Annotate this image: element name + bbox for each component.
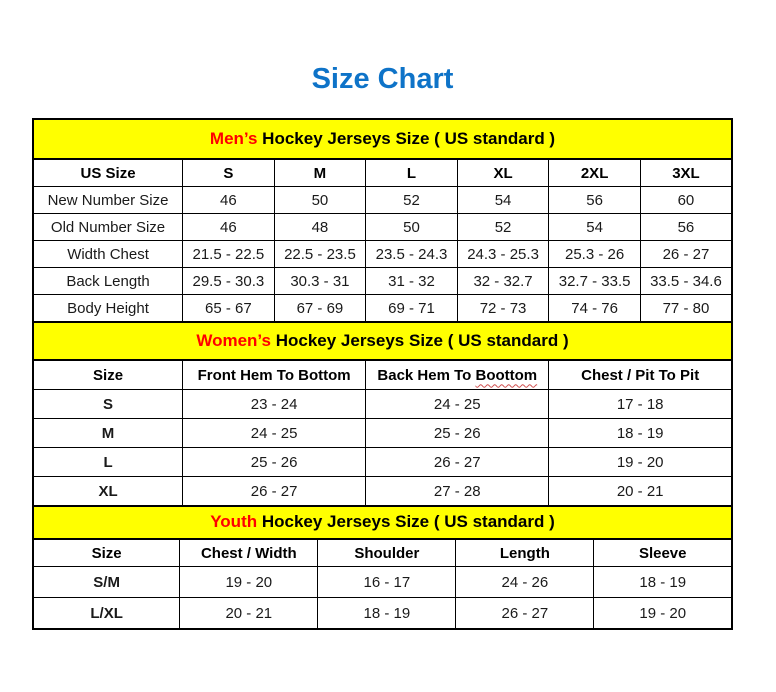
table-row [33, 390, 732, 419]
row-label: S/M [33, 567, 180, 598]
size-value-cell: 25 - 26 [183, 448, 366, 477]
womens-section-header [33, 322, 732, 360]
size-chart-page [0, 62, 776, 630]
row-label: New Number Size [33, 187, 183, 214]
size-value-cell: 77 - 80 [640, 295, 732, 322]
size-value-cell: 67 - 69 [274, 295, 366, 322]
size-value-cell: 25 - 26 [366, 419, 549, 448]
size-value-cell: 52 [457, 214, 549, 241]
size-value-cell: 46 [183, 187, 275, 214]
section-title-rest: Hockey Jerseys Size ( US standard ) [257, 512, 555, 532]
size-value-cell: 24 - 25 [366, 390, 549, 419]
womens-size-table [32, 321, 733, 507]
column-header: Size [33, 539, 180, 567]
row-label: Old Number Size [33, 214, 183, 241]
column-header: 2XL [549, 159, 641, 187]
table-row [33, 268, 732, 295]
column-header: Front Hem To Bottom [183, 360, 366, 390]
table-row [33, 187, 732, 214]
section-title-rest: Hockey Jerseys Size ( US standard ) [270, 330, 569, 350]
size-value-cell: 26 - 27 [456, 598, 594, 629]
column-header: Size [33, 360, 183, 390]
column-header: Shoulder [318, 539, 456, 567]
size-value-cell: 33.5 - 34.6 [640, 268, 732, 295]
column-header: Length [456, 539, 594, 567]
column-header: XL [457, 159, 549, 187]
column-header: Chest / Width [180, 539, 318, 567]
column-header: Chest / Pit To Pit [549, 360, 732, 390]
row-label: XL [33, 477, 183, 506]
column-header-row [33, 159, 732, 187]
size-value-cell: 30.3 - 31 [274, 268, 366, 295]
youth-section-header [33, 506, 732, 539]
mens-section-header [33, 119, 732, 159]
size-value-cell: 29.5 - 30.3 [183, 268, 275, 295]
section-header-cell [33, 322, 732, 360]
size-value-cell: 23 - 24 [183, 390, 366, 419]
size-value-cell: 22.5 - 23.5 [274, 241, 366, 268]
size-value-cell: 52 [366, 187, 458, 214]
row-label: Width Chest [33, 241, 183, 268]
size-value-cell: 48 [274, 214, 366, 241]
column-header-row [33, 539, 732, 567]
size-value-cell: 26 - 27 [183, 477, 366, 506]
size-value-cell: 25.3 - 26 [549, 241, 641, 268]
column-header-row [33, 360, 732, 390]
row-label: S [33, 390, 183, 419]
size-value-cell: 46 [183, 214, 275, 241]
size-value-cell: 32.7 - 33.5 [549, 268, 641, 295]
size-value-cell: 16 - 17 [318, 567, 456, 598]
table-row [33, 477, 732, 506]
size-value-cell: 56 [640, 214, 732, 241]
size-value-cell: 18 - 19 [318, 598, 456, 629]
size-value-cell: 24 - 25 [183, 419, 366, 448]
size-value-cell: 31 - 32 [366, 268, 458, 295]
column-header: Back Hem To Boottom [366, 360, 549, 390]
size-value-cell: 24 - 26 [456, 567, 594, 598]
column-header: M [274, 159, 366, 187]
section-title-rest: Hockey Jerseys Size ( US standard ) [257, 128, 556, 148]
size-value-cell: 60 [640, 187, 732, 214]
row-label: M [33, 419, 183, 448]
section-header-cell [33, 119, 732, 159]
table-row [33, 567, 732, 598]
table-row [33, 598, 732, 629]
section-highlight: Youth [210, 512, 258, 532]
column-header: 3XL [640, 159, 732, 187]
size-value-cell: 26 - 27 [366, 448, 549, 477]
size-value-cell: 20 - 21 [549, 477, 732, 506]
size-value-cell: 18 - 19 [549, 419, 732, 448]
row-label: L [33, 448, 183, 477]
table-row [33, 448, 732, 477]
misspelled-word: Boottom [475, 366, 538, 384]
size-value-cell: 74 - 76 [549, 295, 641, 322]
row-label: Body Height [33, 295, 183, 322]
size-value-cell: 20 - 21 [180, 598, 318, 629]
size-value-cell: 19 - 20 [180, 567, 318, 598]
table-row [33, 419, 732, 448]
size-value-cell: 26 - 27 [640, 241, 732, 268]
size-value-cell: 21.5 - 22.5 [183, 241, 275, 268]
table-row [33, 241, 732, 268]
size-value-cell: 24.3 - 25.3 [457, 241, 549, 268]
size-value-cell: 27 - 28 [366, 477, 549, 506]
size-value-cell: 32 - 32.7 [457, 268, 549, 295]
size-value-cell: 69 - 71 [366, 295, 458, 322]
size-value-cell: 50 [274, 187, 366, 214]
page-title: Size Chart [311, 63, 454, 95]
size-value-cell: 50 [366, 214, 458, 241]
size-value-cell: 17 - 18 [549, 390, 732, 419]
size-value-cell: 72 - 73 [457, 295, 549, 322]
size-chart-tables [32, 118, 733, 630]
size-value-cell: 19 - 20 [594, 598, 732, 629]
row-label: L/XL [33, 598, 180, 629]
size-value-cell: 23.5 - 24.3 [366, 241, 458, 268]
size-value-cell: 19 - 20 [549, 448, 732, 477]
section-header-cell [33, 506, 732, 539]
table-row [33, 214, 732, 241]
section-highlight: Women’s [196, 330, 271, 350]
size-value-cell: 65 - 67 [183, 295, 275, 322]
column-header: L [366, 159, 458, 187]
youth-size-table [32, 505, 733, 630]
row-label: Back Length [33, 268, 183, 295]
size-value-cell: 56 [549, 187, 641, 214]
column-header: US Size [33, 159, 183, 187]
table-row [33, 295, 732, 322]
size-value-cell: 54 [549, 214, 641, 241]
size-value-cell: 18 - 19 [594, 567, 732, 598]
section-highlight: Men’s [209, 128, 258, 148]
mens-size-table [32, 118, 733, 323]
size-value-cell: 54 [457, 187, 549, 214]
column-header: Sleeve [594, 539, 732, 567]
column-header: S [183, 159, 275, 187]
